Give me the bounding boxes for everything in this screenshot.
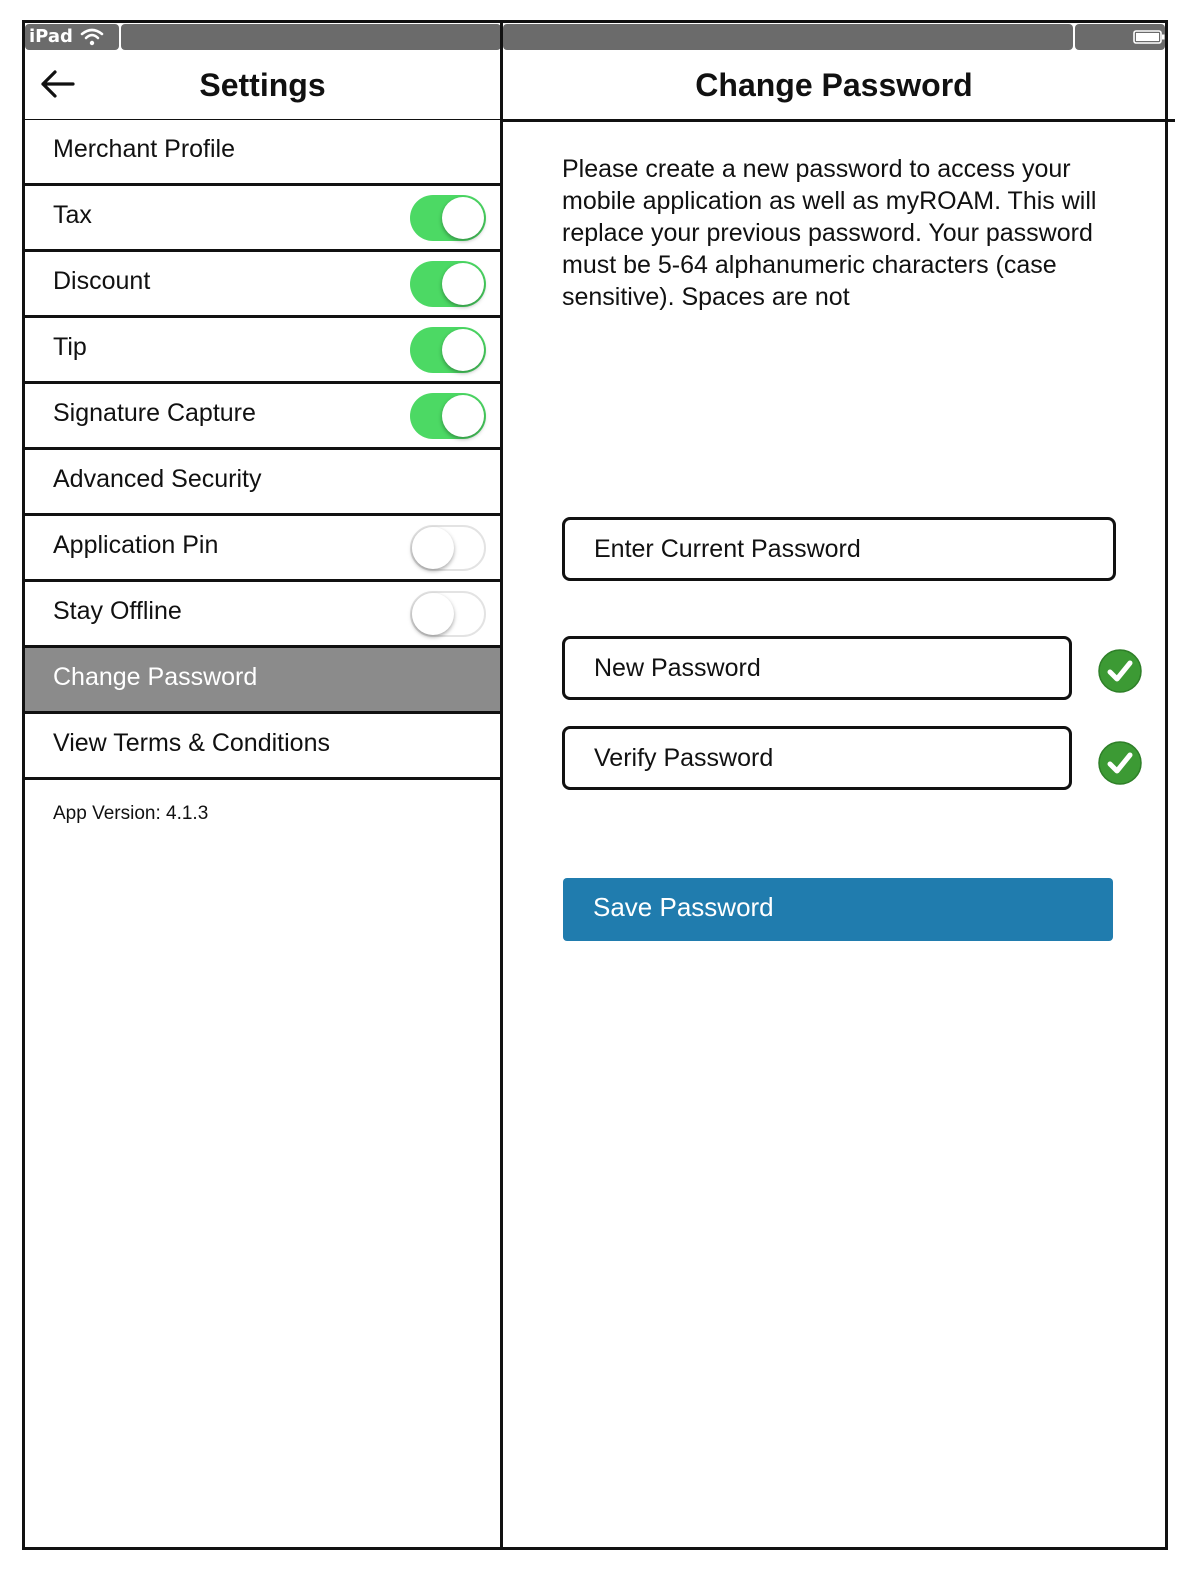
- discount-toggle[interactable]: [410, 261, 486, 307]
- application-pin-toggle[interactable]: [410, 525, 486, 571]
- verify-password-field[interactable]: [562, 726, 1072, 790]
- toggle-knob: [412, 527, 454, 569]
- new-password-field[interactable]: [562, 636, 1072, 700]
- toggle-knob: [442, 197, 484, 239]
- tax-toggle[interactable]: [410, 195, 486, 241]
- tip-toggle[interactable]: [410, 327, 486, 373]
- wifi-icon: [80, 27, 104, 47]
- settings-item-label: Discount: [53, 267, 151, 295]
- detail-header: [503, 51, 1175, 122]
- check-circle-icon: [1098, 741, 1142, 785]
- battery-icon: [1133, 30, 1165, 44]
- carrier-label: iPad: [29, 26, 73, 47]
- settings-item-label: Tip: [53, 333, 87, 361]
- ipad-frame: [22, 20, 1168, 1550]
- password-instructions: Please create a new password to access your mobile application as well as myROAM. This will replace your previous password. Your password must be 5-64 alphanumeric characters (case sensitive). Spaces are not: [562, 155, 1097, 311]
- settings-item-label: Application Pin: [53, 531, 219, 559]
- settings-item-discount[interactable]: [25, 252, 500, 318]
- current-password-placeholder: Enter Current Password: [594, 535, 861, 563]
- save-password-label: Save Password: [593, 892, 774, 922]
- app-version: App Version: 4.1.3: [53, 803, 209, 824]
- page-title: Settings: [199, 67, 326, 103]
- verify-password-placeholder: Verify Password: [594, 744, 774, 772]
- new-password-placeholder: New Password: [594, 654, 761, 682]
- settings-item-change-password[interactable]: [25, 648, 500, 714]
- settings-header: [25, 51, 500, 122]
- settings-item-label: Signature Capture: [53, 399, 256, 427]
- status-bar: [25, 23, 1165, 51]
- settings-item-label: Stay Offline: [53, 597, 182, 625]
- current-password-field[interactable]: [562, 517, 1116, 581]
- check-circle-icon: [1098, 649, 1142, 693]
- stay-offline-toggle[interactable]: [410, 591, 486, 637]
- settings-item-label: Merchant Profile: [53, 135, 236, 163]
- settings-item-label: View Terms & Conditions: [53, 729, 330, 757]
- settings-item-label: Tax: [53, 201, 92, 229]
- detail-title: Change Password: [695, 67, 973, 103]
- settings-item-tip[interactable]: [25, 318, 500, 384]
- toggle-knob: [442, 395, 484, 437]
- toggle-knob: [442, 329, 484, 371]
- settings-item-stay-offline[interactable]: [25, 582, 500, 648]
- panel-divider: [500, 23, 503, 1547]
- save-password-button[interactable]: [563, 878, 1113, 941]
- status-bar-segment: [503, 24, 1073, 50]
- settings-item-application-pin[interactable]: [25, 516, 500, 582]
- signature-capture-toggle[interactable]: [410, 393, 486, 439]
- status-bar-segment: [121, 24, 501, 50]
- settings-item-label: Change Password: [53, 663, 258, 691]
- settings-list: [25, 120, 500, 780]
- settings-item-advanced-security[interactable]: [25, 450, 500, 516]
- toggle-knob: [442, 263, 484, 305]
- settings-item-merchant-profile[interactable]: [25, 120, 500, 186]
- settings-item-view-terms[interactable]: [25, 714, 500, 780]
- toggle-knob: [412, 593, 454, 635]
- settings-item-signature-capture[interactable]: [25, 384, 500, 450]
- settings-item-label: Advanced Security: [53, 465, 262, 493]
- settings-item-tax[interactable]: [25, 186, 500, 252]
